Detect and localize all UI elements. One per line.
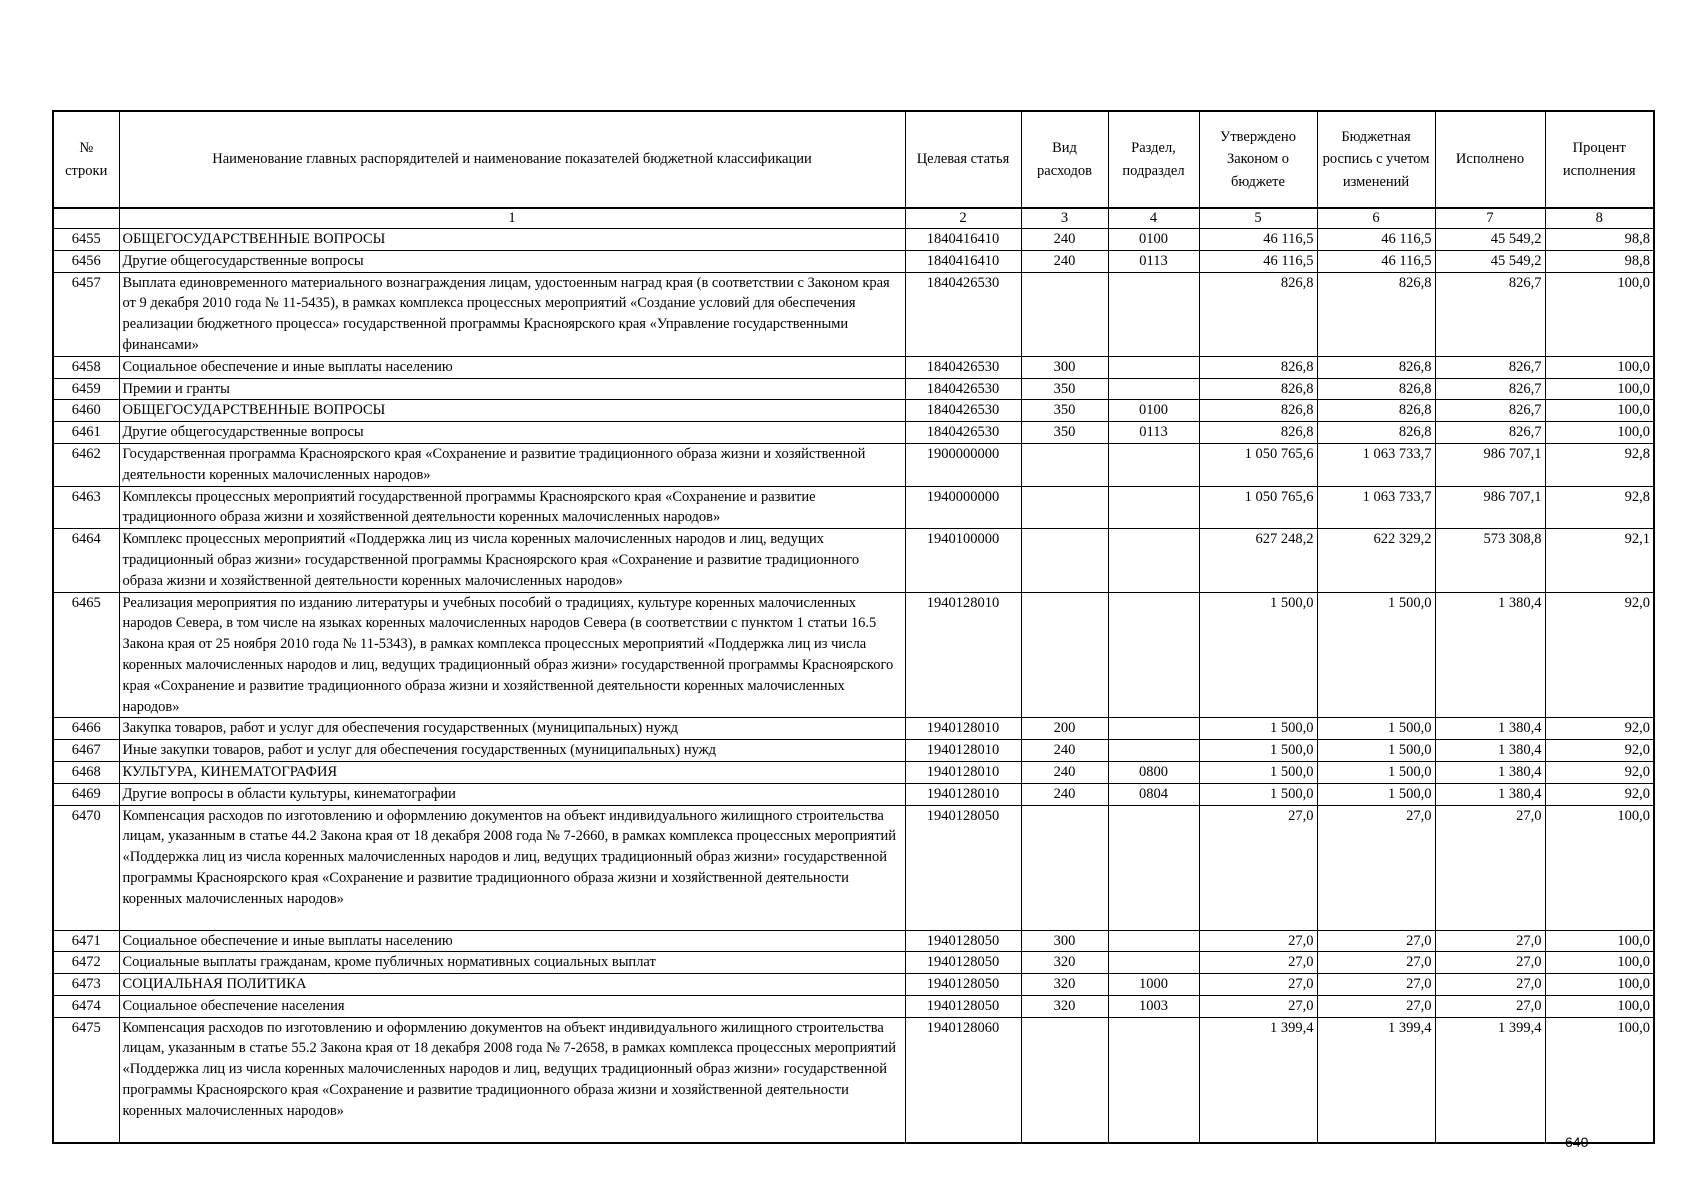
row-section: 0804	[1108, 783, 1199, 805]
row-name: СОЦИАЛЬНАЯ ПОЛИТИКА	[119, 974, 905, 996]
col-number-5: 5	[1199, 208, 1317, 229]
row-approved: 627 248,2	[1199, 529, 1317, 592]
row-expense-type: 320	[1021, 952, 1108, 974]
row-executed: 27,0	[1435, 974, 1545, 996]
row-target-article: 1940128010	[905, 761, 1021, 783]
row-target-article: 1940128050	[905, 974, 1021, 996]
row-name: Государственная программа Красноярского края «Сохранение и развитие традиционного образа жизни и хозяйственной деятельности коренных малочисленных народов»	[119, 443, 905, 486]
row-executed: 986 707,1	[1435, 486, 1545, 529]
row-approved: 1 500,0	[1199, 740, 1317, 762]
table-row	[53, 718, 1654, 740]
table-row	[53, 805, 1654, 930]
row-approved: 46 116,5	[1199, 229, 1317, 251]
row-name: Социальное обеспечение и иные выплаты населению	[119, 356, 905, 378]
row-budget-list: 826,8	[1317, 356, 1435, 378]
row-target-article: 1940128010	[905, 740, 1021, 762]
row-expense-type: 350	[1021, 378, 1108, 400]
row-number: 6455	[53, 229, 119, 251]
col-number-4: 4	[1108, 208, 1199, 229]
row-number: 6475	[53, 1017, 119, 1142]
row-approved: 46 116,5	[1199, 250, 1317, 272]
row-expense-type: 240	[1021, 740, 1108, 762]
row-section	[1108, 443, 1199, 486]
row-name: Комплексы процессных мероприятий государственной программы Красноярского края «Сохранение и развитие традиционного образа жизни и хозяйственной деятельности коренных малочисленных народов»	[119, 486, 905, 529]
row-approved: 826,8	[1199, 356, 1317, 378]
row-section	[1108, 378, 1199, 400]
col-header-expense-type: Вид расходов	[1021, 111, 1108, 208]
row-budget-list: 826,8	[1317, 400, 1435, 422]
row-section: 0100	[1108, 400, 1199, 422]
row-section	[1108, 1017, 1199, 1142]
row-executed: 1 380,4	[1435, 761, 1545, 783]
row-budget-list: 27,0	[1317, 952, 1435, 974]
table-body	[53, 229, 1654, 1143]
row-number: 6469	[53, 783, 119, 805]
row-executed: 826,7	[1435, 356, 1545, 378]
row-section	[1108, 740, 1199, 762]
row-number: 6473	[53, 974, 119, 996]
row-target-article: 1900000000	[905, 443, 1021, 486]
table-row	[53, 592, 1654, 718]
row-percent: 100,0	[1545, 400, 1654, 422]
row-percent: 100,0	[1545, 930, 1654, 952]
row-approved: 1 500,0	[1199, 592, 1317, 718]
row-target-article: 1940128060	[905, 1017, 1021, 1142]
row-percent: 100,0	[1545, 974, 1654, 996]
row-section	[1108, 805, 1199, 930]
row-section	[1108, 529, 1199, 592]
row-percent: 92,0	[1545, 783, 1654, 805]
row-approved: 1 500,0	[1199, 761, 1317, 783]
row-name: КУЛЬТУРА, КИНЕМАТОГРАФИЯ	[119, 761, 905, 783]
column-number-row	[53, 208, 1654, 229]
row-target-article: 1940128010	[905, 592, 1021, 718]
row-budget-list: 826,8	[1317, 422, 1435, 444]
row-name: Выплата единовременного материального вознаграждения лицам, удостоенным наград края (в соответствии с Законом края от 9 декабря 2010 года № 11-5435), в рамках комплекса процессных мероприятий «Создание условий для обеспечения реализации бюджетного процесса» государственной программы Красноярского края «Управление государственными финансами»	[119, 272, 905, 356]
row-percent: 92,8	[1545, 443, 1654, 486]
row-number: 6472	[53, 952, 119, 974]
row-expense-type: 320	[1021, 995, 1108, 1017]
col-number-8: 8	[1545, 208, 1654, 229]
row-number: 6465	[53, 592, 119, 718]
row-budget-list: 1 399,4	[1317, 1017, 1435, 1142]
col-header-row-number: № строки	[53, 111, 119, 208]
table-row	[53, 974, 1654, 996]
row-executed: 1 380,4	[1435, 718, 1545, 740]
table-row	[53, 486, 1654, 529]
row-section	[1108, 930, 1199, 952]
row-section	[1108, 952, 1199, 974]
row-executed: 826,7	[1435, 422, 1545, 444]
row-number: 6461	[53, 422, 119, 444]
row-target-article: 1940100000	[905, 529, 1021, 592]
row-name: Комплекс процессных мероприятий «Поддержка лиц из числа коренных малочисленных народов и лиц, ведущих традиционный образ жизни» государственной программы Красноярского края «Сохранение и развитие традиционного образа жизни и хозяйственной деятельности коренных малочисленных народов»	[119, 529, 905, 592]
table-row	[53, 272, 1654, 356]
row-name: Социальные выплаты гражданам, кроме публичных нормативных социальных выплат	[119, 952, 905, 974]
table-row	[53, 930, 1654, 952]
row-percent: 92,8	[1545, 486, 1654, 529]
row-target-article: 1940128050	[905, 930, 1021, 952]
row-number: 6466	[53, 718, 119, 740]
row-expense-type: 240	[1021, 761, 1108, 783]
header-row	[53, 111, 1654, 208]
row-section: 1000	[1108, 974, 1199, 996]
row-expense-type	[1021, 592, 1108, 718]
row-target-article: 1940000000	[905, 486, 1021, 529]
row-executed: 27,0	[1435, 805, 1545, 930]
col-number-7: 7	[1435, 208, 1545, 229]
row-executed: 986 707,1	[1435, 443, 1545, 486]
row-executed: 826,7	[1435, 378, 1545, 400]
row-section	[1108, 592, 1199, 718]
row-expense-type	[1021, 443, 1108, 486]
row-executed: 27,0	[1435, 995, 1545, 1017]
row-name: Другие общегосударственные вопросы	[119, 250, 905, 272]
row-executed: 1 399,4	[1435, 1017, 1545, 1142]
row-target-article: 1940128010	[905, 783, 1021, 805]
row-target-article: 1840426530	[905, 378, 1021, 400]
row-executed: 45 549,2	[1435, 250, 1545, 272]
row-approved: 1 500,0	[1199, 783, 1317, 805]
row-expense-type: 320	[1021, 974, 1108, 996]
row-section: 0800	[1108, 761, 1199, 783]
table-row	[53, 356, 1654, 378]
row-budget-list: 46 116,5	[1317, 250, 1435, 272]
col-header-budget-list: Бюджетная роспись с учетом изменений	[1317, 111, 1435, 208]
row-executed: 826,7	[1435, 272, 1545, 356]
row-number: 6471	[53, 930, 119, 952]
row-target-article: 1840426530	[905, 272, 1021, 356]
row-expense-type	[1021, 805, 1108, 930]
row-executed: 27,0	[1435, 930, 1545, 952]
row-budget-list: 1 500,0	[1317, 592, 1435, 718]
row-name: Реализация мероприятия по изданию литературы и учебных пособий о традициях, культуре коренных малочисленных народов Севера, в том числе на языках коренных малочисленных народов Севера (в соответствии с пунктом 1 статьи 16.5 Закона края от 25 ноября 2010 года № 11-5343), в рамках комплекса процессных мероприятий «Поддержка лиц из числа коренных малочисленных народов и лиц, ведущих традиционный образ жизни» государственной программы Красноярского края «Сохранение и развитие традиционного образа жизни и хозяйственной деятельности коренных малочисленных народов»	[119, 592, 905, 718]
row-percent: 100,0	[1545, 995, 1654, 1017]
row-approved: 1 050 765,6	[1199, 443, 1317, 486]
row-budget-list: 1 500,0	[1317, 740, 1435, 762]
row-percent: 100,0	[1545, 952, 1654, 974]
col-number-1: 1	[119, 208, 905, 229]
row-budget-list: 622 329,2	[1317, 529, 1435, 592]
table-row	[53, 740, 1654, 762]
row-approved: 27,0	[1199, 930, 1317, 952]
row-approved: 826,8	[1199, 422, 1317, 444]
col-header-percent: Процент исполнения	[1545, 111, 1654, 208]
page-number: 640	[1565, 1134, 1589, 1150]
row-budget-list: 1 063 733,7	[1317, 443, 1435, 486]
row-section	[1108, 272, 1199, 356]
row-approved: 27,0	[1199, 995, 1317, 1017]
col-header-name: Наименование главных распорядителей и наименование показателей бюджетной классификации	[119, 111, 905, 208]
row-name: Социальное обеспечение населения	[119, 995, 905, 1017]
row-expense-type: 300	[1021, 930, 1108, 952]
row-budget-list: 826,8	[1317, 378, 1435, 400]
row-name: Премии и гранты	[119, 378, 905, 400]
row-percent: 98,8	[1545, 229, 1654, 251]
row-percent: 100,0	[1545, 378, 1654, 400]
row-approved: 27,0	[1199, 974, 1317, 996]
row-number: 6459	[53, 378, 119, 400]
row-expense-type: 240	[1021, 783, 1108, 805]
row-name: Компенсация расходов по изготовлению и оформлению документов на объект индивидуального жилищного строительства лицам, указанным в статье 55.2 Закона края от 18 декабря 2008 года № 7-2658, в рамках комплекса процессных мероприятий «Поддержка лиц из числа коренных малочисленных народов и лиц, ведущих традиционный образ жизни» государственной программы Красноярского края «Сохранение и развитие традиционного образа жизни и хозяйственной деятельности коренных малочисленных народов»	[119, 1017, 905, 1142]
row-expense-type: 200	[1021, 718, 1108, 740]
row-name: ОБЩЕГОСУДАРСТВЕННЫЕ ВОПРОСЫ	[119, 229, 905, 251]
table-row	[53, 443, 1654, 486]
row-expense-type: 350	[1021, 400, 1108, 422]
row-approved: 826,8	[1199, 272, 1317, 356]
row-expense-type: 300	[1021, 356, 1108, 378]
row-section: 0113	[1108, 250, 1199, 272]
row-section	[1108, 486, 1199, 529]
row-section: 1003	[1108, 995, 1199, 1017]
row-number: 6467	[53, 740, 119, 762]
table-row	[53, 250, 1654, 272]
table-row	[53, 783, 1654, 805]
row-budget-list: 27,0	[1317, 930, 1435, 952]
row-target-article: 1840416410	[905, 250, 1021, 272]
budget-table-container	[52, 110, 1653, 1144]
table-row	[53, 995, 1654, 1017]
row-executed: 45 549,2	[1435, 229, 1545, 251]
row-name: Социальное обеспечение и иные выплаты населению	[119, 930, 905, 952]
table-row	[53, 400, 1654, 422]
row-number: 6462	[53, 443, 119, 486]
row-name: Компенсация расходов по изготовлению и оформлению документов на объект индивидуального жилищного строительства лицам, указанным в статье 44.2 Закона края от 18 декабря 2008 года № 7-2660, в рамках комплекса процессных мероприятий «Поддержка лиц из числа коренных малочисленных народов и лиц, ведущих традиционный образ жизни» государственной программы Красноярского края «Сохранение и развитие традиционного образа жизни и хозяйственной деятельности коренных малочисленных народов»	[119, 805, 905, 930]
col-header-target-article: Целевая статья	[905, 111, 1021, 208]
row-budget-list: 826,8	[1317, 272, 1435, 356]
row-target-article: 1840426530	[905, 356, 1021, 378]
row-approved: 826,8	[1199, 378, 1317, 400]
row-section: 0113	[1108, 422, 1199, 444]
row-number: 6464	[53, 529, 119, 592]
row-expense-type	[1021, 486, 1108, 529]
table-row	[53, 422, 1654, 444]
col-number-2: 2	[905, 208, 1021, 229]
row-percent: 92,1	[1545, 529, 1654, 592]
row-percent: 92,0	[1545, 761, 1654, 783]
table-row	[53, 378, 1654, 400]
row-name: Другие вопросы в области культуры, кинематографии	[119, 783, 905, 805]
row-approved: 1 399,4	[1199, 1017, 1317, 1142]
col-number-3: 3	[1021, 208, 1108, 229]
row-section	[1108, 356, 1199, 378]
row-approved: 1 500,0	[1199, 718, 1317, 740]
row-executed: 1 380,4	[1435, 740, 1545, 762]
row-budget-list: 1 063 733,7	[1317, 486, 1435, 529]
row-percent: 92,0	[1545, 718, 1654, 740]
col-header-executed: Исполнено	[1435, 111, 1545, 208]
row-percent: 100,0	[1545, 356, 1654, 378]
row-expense-type	[1021, 1017, 1108, 1142]
row-executed: 826,7	[1435, 400, 1545, 422]
row-name: Закупка товаров, работ и услуг для обеспечения государственных (муниципальных) нужд	[119, 718, 905, 740]
row-target-article: 1940128050	[905, 995, 1021, 1017]
row-budget-list: 1 500,0	[1317, 783, 1435, 805]
row-executed: 27,0	[1435, 952, 1545, 974]
row-expense-type: 240	[1021, 229, 1108, 251]
col-number-0	[53, 208, 119, 229]
row-target-article: 1840416410	[905, 229, 1021, 251]
row-budget-list: 1 500,0	[1317, 761, 1435, 783]
row-approved: 27,0	[1199, 805, 1317, 930]
row-percent: 92,0	[1545, 592, 1654, 718]
row-number: 6463	[53, 486, 119, 529]
row-target-article: 1940128010	[905, 718, 1021, 740]
table-row	[53, 952, 1654, 974]
row-executed: 1 380,4	[1435, 592, 1545, 718]
row-expense-type: 350	[1021, 422, 1108, 444]
row-target-article: 1940128050	[905, 805, 1021, 930]
row-percent: 92,0	[1545, 740, 1654, 762]
row-target-article: 1940128050	[905, 952, 1021, 974]
row-executed: 1 380,4	[1435, 783, 1545, 805]
row-number: 6458	[53, 356, 119, 378]
row-approved: 27,0	[1199, 952, 1317, 974]
row-name: Другие общегосударственные вопросы	[119, 422, 905, 444]
row-budget-list: 27,0	[1317, 805, 1435, 930]
row-budget-list: 1 500,0	[1317, 718, 1435, 740]
table-row	[53, 761, 1654, 783]
row-executed: 573 308,8	[1435, 529, 1545, 592]
row-name: Иные закупки товаров, работ и услуг для обеспечения государственных (муниципальных) нужд	[119, 740, 905, 762]
table-row	[53, 1017, 1654, 1142]
table-row	[53, 529, 1654, 592]
row-number: 6474	[53, 995, 119, 1017]
row-expense-type	[1021, 529, 1108, 592]
row-number: 6468	[53, 761, 119, 783]
col-header-section: Раздел, подраздел	[1108, 111, 1199, 208]
row-approved: 1 050 765,6	[1199, 486, 1317, 529]
row-approved: 826,8	[1199, 400, 1317, 422]
row-number: 6460	[53, 400, 119, 422]
row-number: 6457	[53, 272, 119, 356]
col-header-approved: Утверждено Законом о бюджете	[1199, 111, 1317, 208]
row-percent: 100,0	[1545, 272, 1654, 356]
budget-execution-table	[52, 110, 1655, 1144]
row-expense-type	[1021, 272, 1108, 356]
row-name: ОБЩЕГОСУДАРСТВЕННЫЕ ВОПРОСЫ	[119, 400, 905, 422]
row-percent: 100,0	[1545, 422, 1654, 444]
row-target-article: 1840426530	[905, 400, 1021, 422]
row-budget-list: 27,0	[1317, 995, 1435, 1017]
row-expense-type: 240	[1021, 250, 1108, 272]
row-budget-list: 46 116,5	[1317, 229, 1435, 251]
row-target-article: 1840426530	[905, 422, 1021, 444]
row-number: 6456	[53, 250, 119, 272]
row-percent: 100,0	[1545, 1017, 1654, 1142]
row-section	[1108, 718, 1199, 740]
row-section: 0100	[1108, 229, 1199, 251]
row-percent: 100,0	[1545, 805, 1654, 930]
row-percent: 98,8	[1545, 250, 1654, 272]
row-budget-list: 27,0	[1317, 974, 1435, 996]
row-number: 6470	[53, 805, 119, 930]
col-number-6: 6	[1317, 208, 1435, 229]
table-row	[53, 229, 1654, 251]
